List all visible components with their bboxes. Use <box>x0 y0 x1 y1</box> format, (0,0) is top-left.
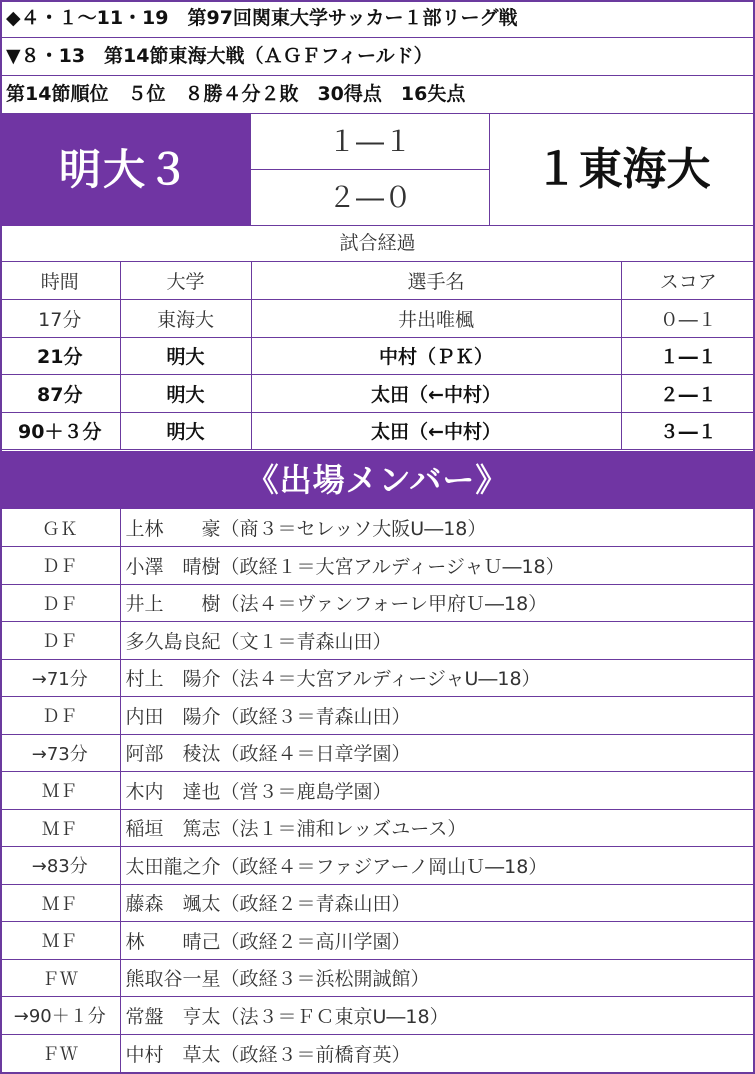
goal-team: 明大 <box>120 375 251 413</box>
member-name: 常盤 亨太（法３＝ＦＣ東京U―18） <box>120 997 755 1035</box>
goal-team: 明大 <box>120 412 251 450</box>
match-header: ▼８・13 第14節東海大戦（ＡＧＦフィールド） <box>0 38 755 76</box>
goal-team: 東海大 <box>120 300 251 338</box>
member-row <box>0 1034 755 1072</box>
second-half-score: ２―０ <box>250 170 490 226</box>
goal-time: 17分 <box>0 300 120 338</box>
member-name: 熊取谷一星（政経３＝浜松開誠館） <box>120 959 755 997</box>
member-position: ＦＷ <box>0 1034 120 1072</box>
member-row <box>0 697 755 735</box>
member-name: 藤森 颯太（政経２＝青森山田） <box>120 884 755 922</box>
member-position: ＤＦ <box>0 697 120 735</box>
member-row <box>0 509 755 547</box>
goal-row <box>0 337 755 375</box>
progress-title: 試合経過 <box>0 226 755 262</box>
member-position: ＧＫ <box>0 509 120 547</box>
goals-table <box>0 262 755 450</box>
member-position: ＭＦ <box>0 809 120 847</box>
member-position: ＭＦ <box>0 884 120 922</box>
goal-player: 太田（←中村） <box>251 375 621 413</box>
goal-time: 21分 <box>0 337 120 375</box>
member-position: →71分 <box>0 659 120 697</box>
goal-row <box>0 412 755 450</box>
goal-score: ２―１ <box>621 375 755 413</box>
member-row <box>0 772 755 810</box>
member-row <box>0 809 755 847</box>
member-name: 木内 達也（営３＝鹿島学園） <box>120 772 755 810</box>
member-row <box>0 959 755 997</box>
member-position: ＭＦ <box>0 772 120 810</box>
member-row <box>0 547 755 585</box>
standing-header: 第14節順位 ５位 ８勝４分２敗 30得点 16失点 <box>0 76 755 114</box>
goal-score: ０―１ <box>621 300 755 338</box>
member-position: ＭＦ <box>0 922 120 960</box>
member-row <box>0 659 755 697</box>
member-row <box>0 997 755 1035</box>
member-name: 稲垣 篤志（法１＝浦和レッズユース） <box>120 809 755 847</box>
header-score: スコア <box>621 262 755 300</box>
member-position: ＦＷ <box>0 959 120 997</box>
member-position: →83分 <box>0 847 120 885</box>
goal-player: 中村（ＰＫ） <box>251 337 621 375</box>
goal-player: 太田（←中村） <box>251 412 621 450</box>
member-position: ＤＦ <box>0 622 120 660</box>
member-name: 太田龍之介（政経４＝ファジアーノ岡山Ｕ―18） <box>120 847 755 885</box>
member-position: ＤＦ <box>0 584 120 622</box>
goal-time: 90＋３分 <box>0 412 120 450</box>
member-position: →73分 <box>0 734 120 772</box>
member-row <box>0 922 755 960</box>
goals-header-row <box>0 262 755 300</box>
scoreboard <box>0 114 755 226</box>
member-position: ＤＦ <box>0 547 120 585</box>
member-name: 阿部 稜汰（政経４＝日章学園） <box>120 734 755 772</box>
member-name: 中村 草太（政経３＝前橋育英） <box>125 1043 411 1066</box>
members-table <box>0 509 755 1072</box>
member-row <box>0 734 755 772</box>
member-name: 村上 陽介（法４＝大宮アルディージャU―18） <box>120 659 755 697</box>
members-title: 《出場メンバー》 <box>0 451 755 509</box>
goal-row <box>0 375 755 413</box>
member-name: 林 晴己（政経２＝高川学園） <box>120 922 755 960</box>
away-team-score: １東海大 <box>534 144 711 195</box>
member-row <box>0 847 755 885</box>
league-header: ◆４・１〜11・19 第97回関東大学サッカー１部リーグ戦 <box>0 0 755 38</box>
goal-time: 87分 <box>0 375 120 413</box>
member-name: 上林 豪（商３＝セレッソ大阪U―18） <box>120 509 755 547</box>
header-team: 大学 <box>120 262 251 300</box>
member-name: 多久島良紀（文１＝青森山田） <box>120 622 755 660</box>
first-half-score: １―１ <box>250 114 490 170</box>
goal-score: ３―１ <box>621 412 755 450</box>
member-row <box>0 622 755 660</box>
header-player: 選手名 <box>251 262 621 300</box>
member-row <box>0 584 755 622</box>
member-name: 内田 陽介（政経３＝青森山田） <box>120 697 755 735</box>
goal-team: 明大 <box>120 337 251 375</box>
goal-row <box>0 300 755 338</box>
member-name: 小澤 晴樹（政経１＝大宮アルディージャＵ―18） <box>120 547 755 585</box>
member-name: 井上 樹（法４＝ヴァンフォーレ甲府Ｕ―18） <box>120 584 755 622</box>
member-row <box>0 884 755 922</box>
member-position: →90＋１分 <box>0 997 120 1035</box>
goal-score: １―１ <box>621 337 755 375</box>
header-time: 時間 <box>0 262 120 300</box>
goal-player: 井出唯楓 <box>251 300 621 338</box>
home-team-score: 明大３ <box>0 114 250 226</box>
